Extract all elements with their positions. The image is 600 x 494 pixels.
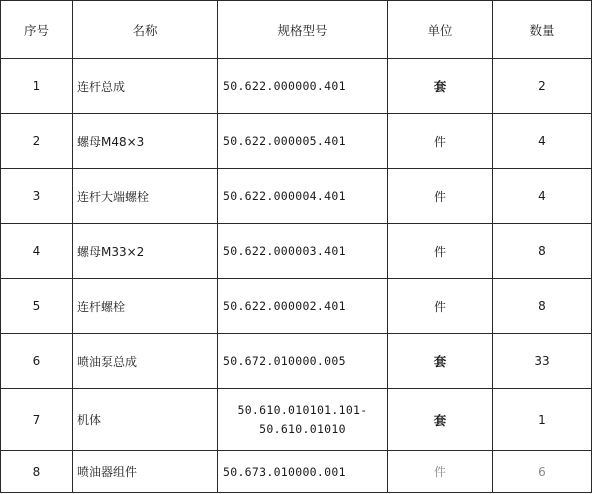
- cell-qty: 33: [493, 334, 592, 389]
- cell-unit: 套: [388, 59, 493, 114]
- cell-unit: 件: [388, 169, 493, 224]
- cell-spec: 50.672.010000.005: [218, 334, 388, 389]
- table-row: [1, 59, 592, 114]
- table-header-row: [1, 1, 592, 59]
- cell-spec: 50.622.000000.401: [218, 59, 388, 114]
- cell-spec: 50.673.010000.001: [218, 451, 388, 493]
- cell-name: 螺母M48×3: [73, 114, 218, 169]
- header-no: 序号: [1, 1, 73, 59]
- cell-unit: 件: [388, 279, 493, 334]
- cell-no: 5: [1, 279, 73, 334]
- table-row: [1, 389, 592, 451]
- cell-no: 4: [1, 224, 73, 279]
- header-unit: 单位: [388, 1, 493, 59]
- cell-name: 机体: [73, 389, 218, 451]
- cell-spec: 50.622.000004.401: [218, 169, 388, 224]
- cell-name: 螺母M33×2: [73, 224, 218, 279]
- cell-name: 喷油泵总成: [73, 334, 218, 389]
- cell-name: 连杆大端螺栓: [73, 169, 218, 224]
- cell-unit: 件: [388, 114, 493, 169]
- cell-no: 7: [1, 389, 73, 451]
- header-qty: 数量: [493, 1, 592, 59]
- header-spec: 规格型号: [218, 1, 388, 59]
- cell-name: 连杆螺栓: [73, 279, 218, 334]
- cell-spec: 50.622.000005.401: [218, 114, 388, 169]
- table-row: [1, 169, 592, 224]
- cell-no: 3: [1, 169, 73, 224]
- cell-unit: 件: [388, 224, 493, 279]
- cell-spec: [218, 389, 388, 451]
- cell-no: 6: [1, 334, 73, 389]
- cell-qty: 4: [493, 114, 592, 169]
- spec-line-2: 50.610.01010: [259, 421, 346, 436]
- cell-spec: 50.622.000002.401: [218, 279, 388, 334]
- cell-unit: 件: [388, 451, 493, 493]
- cell-unit: 套: [388, 389, 493, 451]
- table-row: [1, 451, 592, 493]
- cell-qty: 8: [493, 279, 592, 334]
- table-row: [1, 224, 592, 279]
- cell-no: 1: [1, 59, 73, 114]
- spec-line-1: 50.610.010101.101-: [237, 402, 368, 417]
- cell-qty: 4: [493, 169, 592, 224]
- cell-name: 连杆总成: [73, 59, 218, 114]
- cell-unit: 套: [388, 334, 493, 389]
- cell-no: 8: [1, 451, 73, 493]
- table-row: [1, 334, 592, 389]
- cell-no: 2: [1, 114, 73, 169]
- cell-name: 喷油器组件: [73, 451, 218, 493]
- table-row: [1, 114, 592, 169]
- cell-qty: 6: [493, 451, 592, 493]
- cell-qty: 8: [493, 224, 592, 279]
- header-name: 名称: [73, 1, 218, 59]
- cell-spec: 50.622.000003.401: [218, 224, 388, 279]
- cell-qty: 2: [493, 59, 592, 114]
- cell-qty: 1: [493, 389, 592, 451]
- table-row: [1, 279, 592, 334]
